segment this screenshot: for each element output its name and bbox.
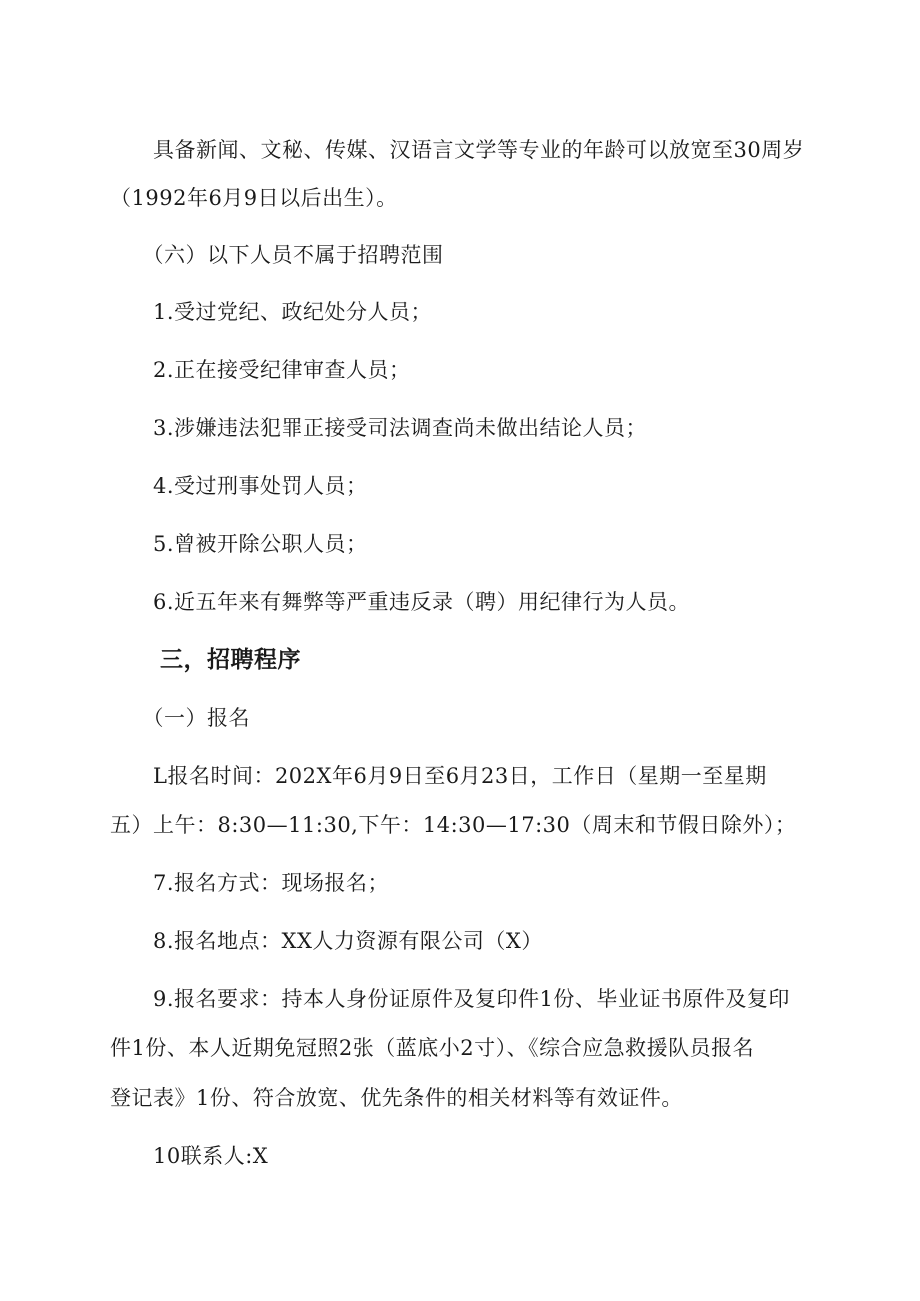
paragraph-line-registration-time: L报名时间：202X年6月9日至6月23日，工作日（星期一至星期 [110,764,767,788]
paragraph-line-birth-date: （1992年6月9日以后出生）。 [110,186,398,210]
list-item-exclusion-1: 1.受过党纪、政纪处分人员； [110,300,433,324]
list-item-exclusion-6: 6.近五年来有舞弊等严重违反录（聘）用纪律行为人员。 [110,590,691,614]
list-item-registration-requirements: 9.报名要求：持本人身份证原件及复印件1份、毕业证书原件及复印 [110,987,790,1011]
list-item-registration-method: 7.报名方式：现场报名； [110,871,390,895]
paragraph-line-requirements-cont-1: 件1份、本人近期免冠照2张（蓝底小2寸）、《综合应急救援队员报名 [110,1036,755,1060]
list-item-registration-location: 8.报名地点：XX人力资源有限公司（X） [110,929,543,953]
list-item-exclusion-5: 5.曾被开除公职人员； [110,532,368,556]
list-item-exclusion-3: 3.涉嫌违法犯罪正接受司法调查尚未做出结论人员； [110,416,648,440]
list-item-exclusion-4: 4.受过刑事处罚人员； [110,474,368,498]
paragraph-line-age-relaxation: 具备新闻、文秘、传媒、汉语言文学等专业的年龄可以放宽至30周岁 [110,138,805,162]
list-item-exclusion-2: 2.正在接受纪律审查人员； [110,358,411,382]
section-subheading-exclusions: （六）以下人员不属于招聘范围 [110,243,444,267]
paragraph-line-registration-hours: 五）上午：8:30—11:30,下午：14:30—17:30（周末和节假日除外）； [110,813,797,837]
list-item-contact-person: 10联系人:X [110,1144,269,1168]
subsection-heading-registration: （一）报名 [110,706,250,730]
section-heading-procedure: 三，招聘程序 [160,647,301,673]
paragraph-line-requirements-cont-2: 登记表》1份、符合放宽、优先条件的相关材料等有效证件。 [110,1086,683,1110]
